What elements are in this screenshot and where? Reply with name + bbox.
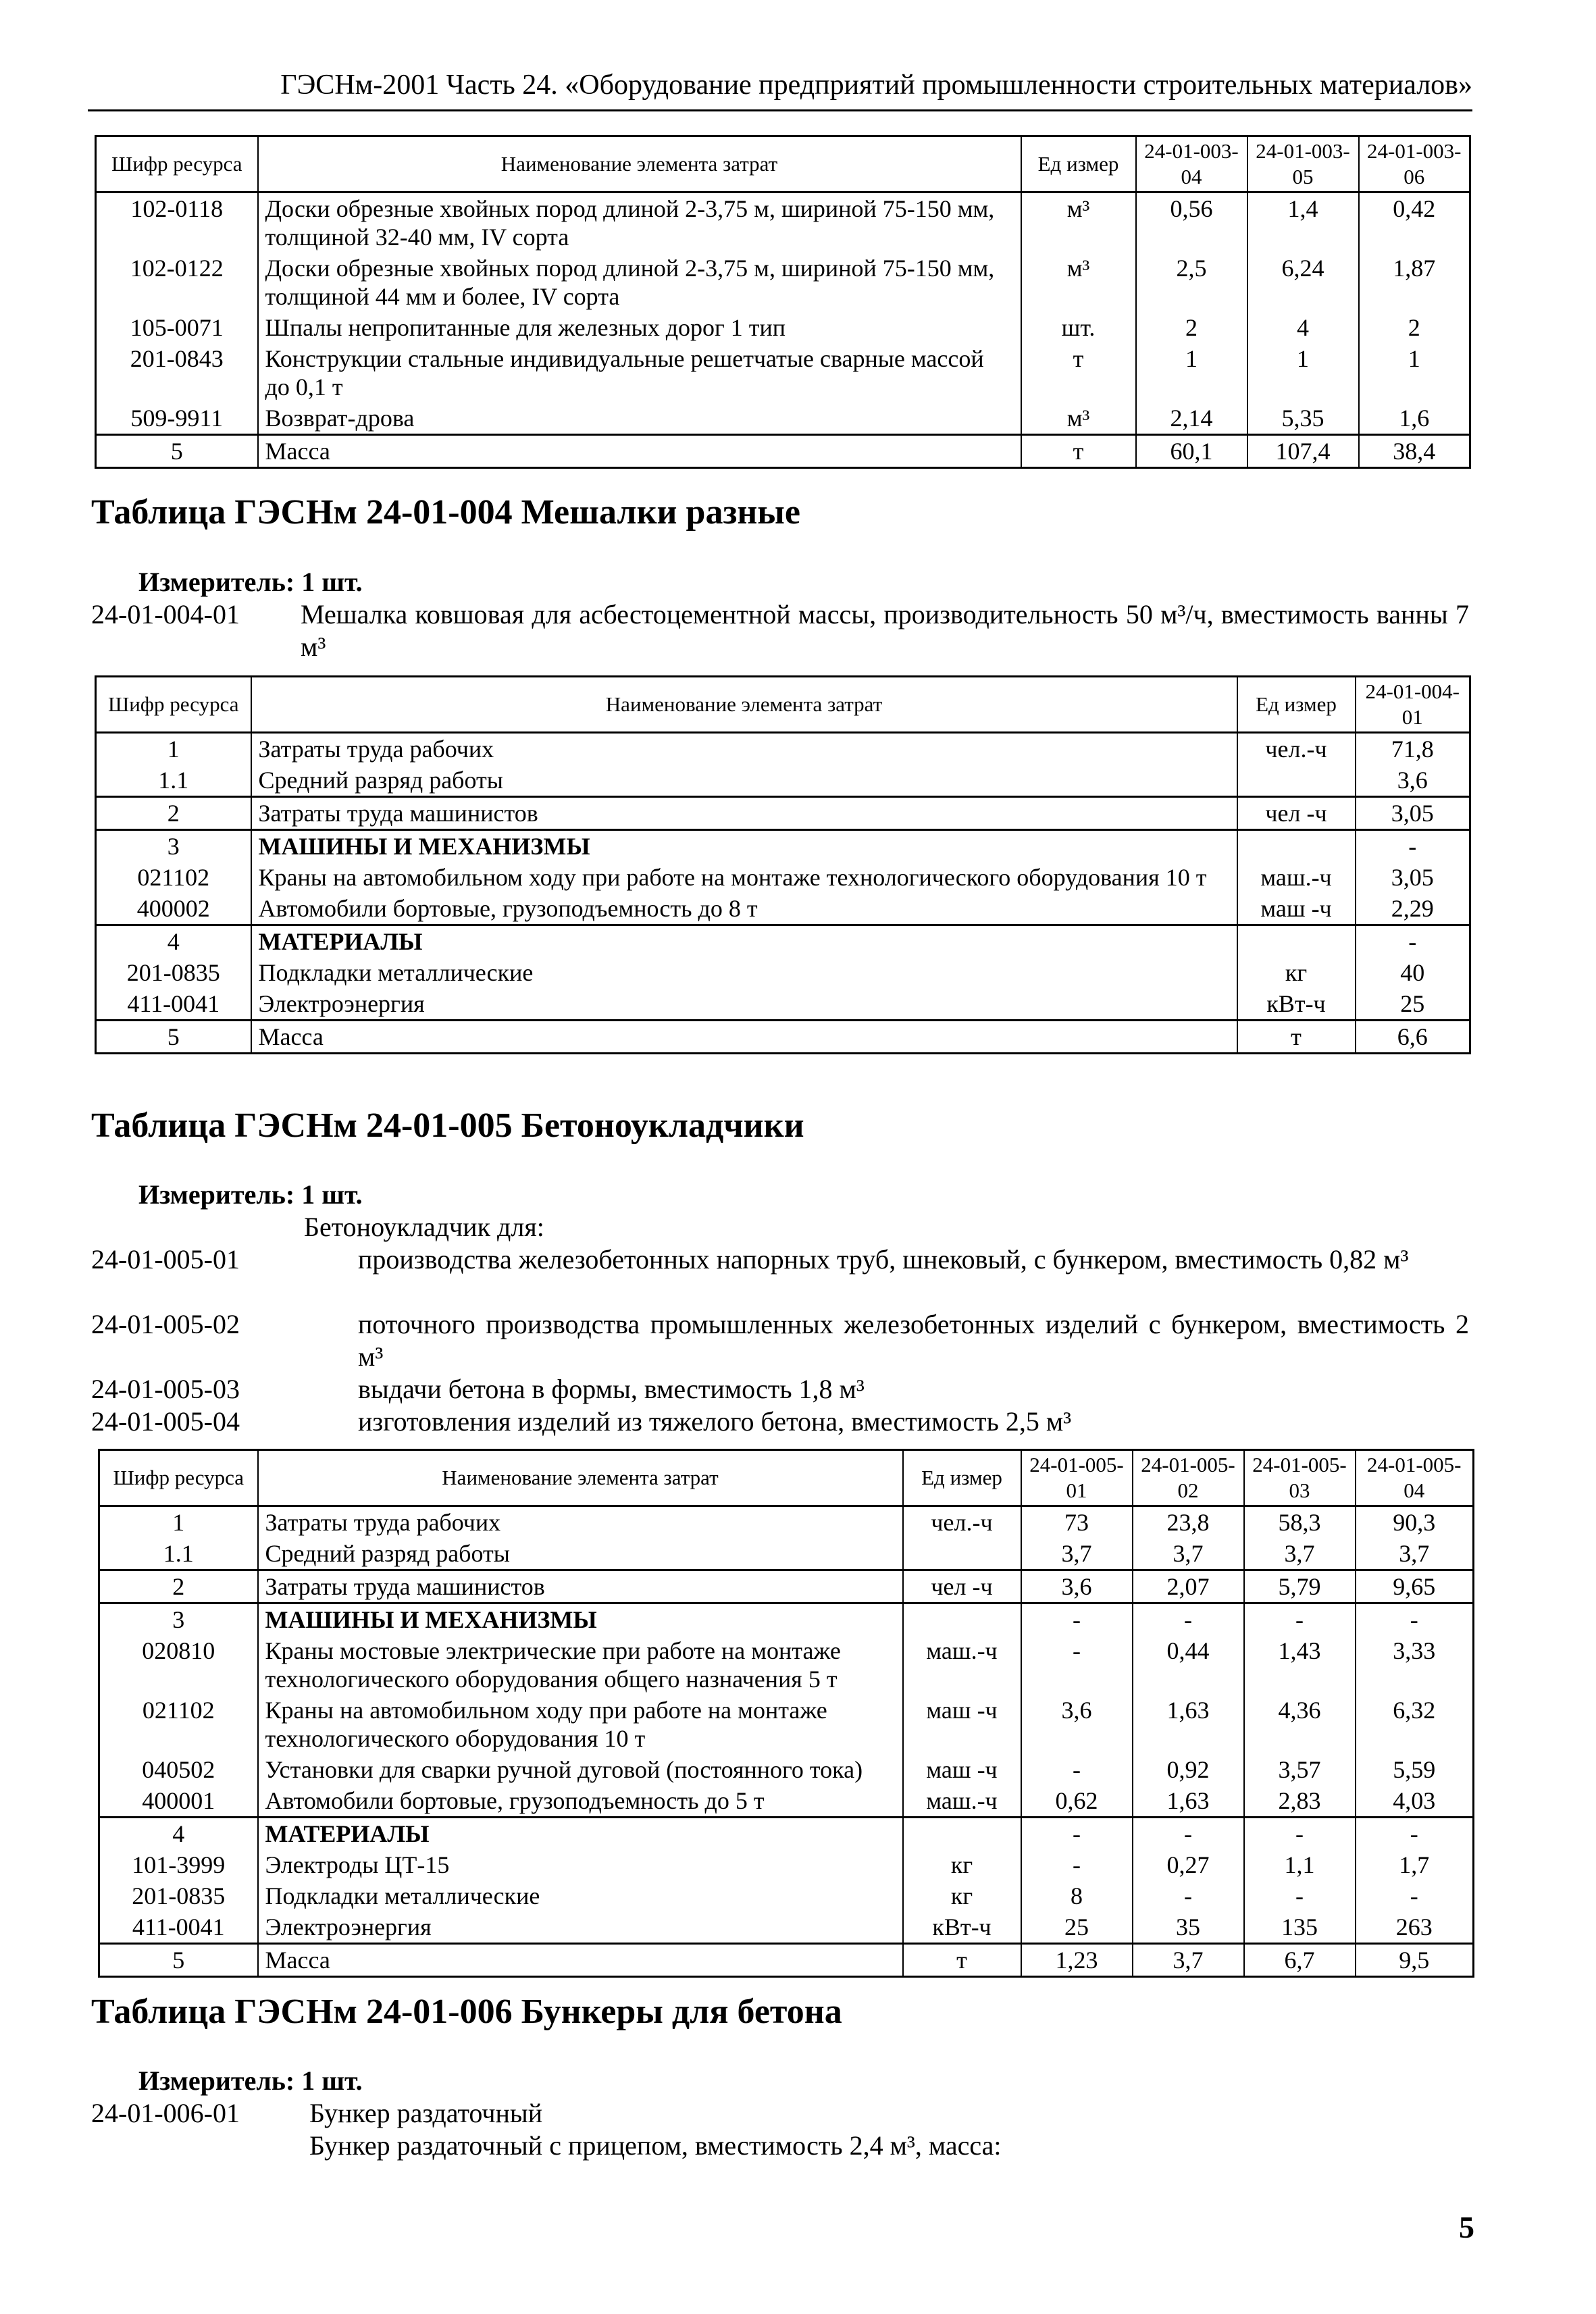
cell-unit: маш -ч (903, 1754, 1021, 1785)
cell-value: 4,36 (1244, 1695, 1356, 1754)
table-row (96, 733, 1470, 765)
cell-value: - (1356, 925, 1470, 958)
cell-name: Масса (258, 435, 1021, 468)
table-row (99, 1849, 1474, 1880)
section-title-006: Таблица ГЭСНм 24-01-006 Бункеры для бетона (91, 1992, 842, 2031)
running-header: ГЭСНм-2001 Часть 24. «Оборудование предприятий промышленности строительных материалов» (280, 70, 1472, 101)
cell-value: 263 (1356, 1911, 1474, 1944)
table-row (99, 1603, 1474, 1636)
table-header-row (99, 1450, 1474, 1506)
cell-value: 135 (1244, 1911, 1356, 1944)
header-norm-code: 24-01-003-04 (1136, 136, 1247, 192)
table-row (99, 1635, 1474, 1695)
cell-unit: т (903, 1944, 1021, 1977)
cell-code: 201-0835 (96, 957, 251, 988)
cell-value: - (1356, 1818, 1474, 1850)
table-row (96, 1021, 1470, 1054)
item-description-005-01: производства железобетонных напорных труб, шнековый, с бункером, вместимость 0,82 м³ (358, 1244, 1409, 1275)
item-title-006-01: Бункер раздаточный (309, 2098, 543, 2128)
header-code: Шифр ресурса (99, 1450, 258, 1506)
cell-value: - (1244, 1880, 1356, 1911)
cell-code: 5 (99, 1944, 258, 1977)
cell-value: 23,8 (1133, 1506, 1244, 1539)
cell-name: Затраты труда рабочих (251, 733, 1237, 765)
cell-name: МАШИНЫ И МЕХАНИЗМЫ (251, 830, 1237, 863)
cell-value: 3,7 (1133, 1538, 1244, 1570)
cell-code: 2 (99, 1570, 258, 1603)
cell-value: 0,27 (1133, 1849, 1244, 1880)
cell-value: 0,56 (1136, 192, 1247, 253)
cell-code: 2 (96, 797, 251, 830)
cell-unit (1237, 765, 1356, 797)
cell-code: 1.1 (96, 765, 251, 797)
cell-value: 38,4 (1359, 435, 1470, 468)
cell-name: Электроэнергия (258, 1911, 903, 1944)
cell-value: 90,3 (1356, 1506, 1474, 1539)
table-row (96, 925, 1470, 958)
cell-name: Подкладки металлические (251, 957, 1237, 988)
cell-code: 3 (96, 830, 251, 863)
cell-name: Краны на автомобильном ходу при работе на монтаже технологического оборудования 10 т (251, 862, 1237, 893)
cell-unit: маш -ч (903, 1695, 1021, 1754)
table-row (96, 765, 1470, 797)
header-norm-code: 24-01-005-02 (1133, 1450, 1244, 1506)
cell-value: 1,23 (1021, 1944, 1133, 1977)
cell-value: 3,05 (1356, 862, 1470, 893)
header-code: Шифр ресурса (96, 677, 251, 733)
cell-name: Автомобили бортовые, грузоподъемность до 8 т (251, 893, 1237, 925)
table-row (96, 343, 1470, 403)
cell-value: 9,5 (1356, 1944, 1474, 1977)
cell-code: 102-0122 (96, 253, 258, 312)
header-norm-code: 24-01-003-05 (1247, 136, 1359, 192)
table-row (99, 1538, 1474, 1570)
cell-value: 1 (1247, 343, 1359, 403)
item-description-005-04: изготовления изделий из тяжелого бетона, вместимость 2,5 м³ (358, 1406, 1072, 1437)
item-code-005-03: 24-01-005-03 (91, 1374, 240, 1404)
cell-value: 4 (1247, 312, 1359, 343)
meter-label-005: Измеритель: 1 шт. (138, 1179, 363, 1210)
header-norm-code: 24-01-005-04 (1356, 1450, 1474, 1506)
page-number: 5 (1459, 2210, 1474, 2244)
cell-code: 1 (99, 1506, 258, 1539)
intro-line-005: Бетоноукладчик для: (304, 1212, 544, 1242)
cell-value: 40 (1356, 957, 1470, 988)
cell-code: 411-0041 (99, 1911, 258, 1944)
cell-value: - (1021, 1603, 1133, 1636)
cell-unit: чел -ч (1237, 797, 1356, 830)
cell-name: Доски обрезные хвойных пород длиной 2-3,75 м, шириной 75-150 мм, толщиной 32-40 мм, IV сорта (258, 192, 1021, 253)
cell-code: 201-0835 (99, 1880, 258, 1911)
table-row (99, 1570, 1474, 1603)
cell-code: 101-3999 (99, 1849, 258, 1880)
cell-code: 411-0041 (96, 988, 251, 1021)
cell-value: 3,33 (1356, 1635, 1474, 1695)
cell-value: 2 (1136, 312, 1247, 343)
resource-table-003 (95, 135, 1471, 469)
table-row (99, 1695, 1474, 1754)
cell-value: 58,3 (1244, 1506, 1356, 1539)
cell-name: Средний разряд работы (251, 765, 1237, 797)
header-norm-code: 24-01-003-06 (1359, 136, 1470, 192)
cell-unit: маш.-ч (903, 1785, 1021, 1818)
cell-code: 1.1 (99, 1538, 258, 1570)
table-row (99, 1911, 1474, 1944)
cell-value: 2,83 (1244, 1785, 1356, 1818)
cell-value: 71,8 (1356, 733, 1470, 765)
cell-value: 3,05 (1356, 797, 1470, 830)
cell-unit: т (1021, 435, 1136, 468)
table-row (99, 1754, 1474, 1785)
cell-code: 3 (99, 1603, 258, 1636)
cell-name: Установки для сварки ручной дуговой (постоянного тока) (258, 1754, 903, 1785)
cell-code: 201-0843 (96, 343, 258, 403)
table-row (96, 830, 1470, 863)
cell-value: 1,87 (1359, 253, 1470, 312)
cell-code: 020810 (99, 1635, 258, 1695)
table-row (96, 797, 1470, 830)
section-title-004: Таблица ГЭСНм 24-01-004 Мешалки разные (91, 493, 800, 532)
cell-value: 9,65 (1356, 1570, 1474, 1603)
cell-value: 1 (1136, 343, 1247, 403)
cell-name: МАТЕРИАЛЫ (258, 1818, 903, 1850)
cell-code: 4 (96, 925, 251, 958)
cell-value: 35 (1133, 1911, 1244, 1944)
table-row (99, 1785, 1474, 1818)
cell-name: Доски обрезные хвойных пород длиной 2-3,75 м, шириной 75-150 мм, толщиной 44 мм и более, IV сорта (258, 253, 1021, 312)
cell-value: 3,57 (1244, 1754, 1356, 1785)
cell-code: 102-0118 (96, 192, 258, 253)
cell-value: - (1356, 1603, 1474, 1636)
header-unit: Ед измер (1237, 677, 1356, 733)
cell-value: 3,6 (1021, 1695, 1133, 1754)
cell-value: 1,63 (1133, 1785, 1244, 1818)
cell-name: МАТЕРИАЛЫ (251, 925, 1237, 958)
cell-name: Масса (251, 1021, 1237, 1054)
cell-name: Электроды ЦТ-15 (258, 1849, 903, 1880)
header-rule (88, 109, 1472, 111)
cell-value: 2,29 (1356, 893, 1470, 925)
cell-value: 6,7 (1244, 1944, 1356, 1977)
item-code-005-02: 24-01-005-02 (91, 1309, 240, 1339)
cell-name: Затраты труда машинистов (251, 797, 1237, 830)
header-code: Шифр ресурса (96, 136, 258, 192)
cell-unit: кг (1237, 957, 1356, 988)
cell-value: 0,92 (1133, 1754, 1244, 1785)
item-description-005-03: выдачи бетона в формы, вместимость 1,8 м³ (358, 1374, 865, 1404)
cell-value: - (1244, 1818, 1356, 1850)
table-row (96, 253, 1470, 312)
cell-value: 6,32 (1356, 1695, 1474, 1754)
header-norm-code: 24-01-004-01 (1356, 677, 1470, 733)
cell-unit: маш.-ч (903, 1635, 1021, 1695)
cell-value: 1,4 (1247, 192, 1359, 253)
cell-value: - (1244, 1603, 1356, 1636)
cell-value: - (1021, 1754, 1133, 1785)
header-unit: Ед измер (1021, 136, 1136, 192)
header-norm-code: 24-01-005-01 (1021, 1450, 1133, 1506)
cell-name: Подкладки металлические (258, 1880, 903, 1911)
cell-code: 4 (99, 1818, 258, 1850)
cell-name: Конструкции стальные индивидуальные решетчатые сварные массой до 0,1 т (258, 343, 1021, 403)
cell-value: 3,7 (1244, 1538, 1356, 1570)
header-norm-code: 24-01-005-03 (1244, 1450, 1356, 1506)
cell-unit (903, 1818, 1021, 1850)
header-unit: Ед измер (903, 1450, 1021, 1506)
item-code-005-01: 24-01-005-01 (91, 1244, 240, 1275)
cell-value: 3,6 (1356, 765, 1470, 797)
cell-unit: кВт-ч (903, 1911, 1021, 1944)
table-row (99, 1506, 1474, 1539)
cell-name: Автомобили бортовые, грузоподъемность до 5 т (258, 1785, 903, 1818)
cell-value: 25 (1356, 988, 1470, 1021)
cell-unit: кг (903, 1849, 1021, 1880)
cell-value: 1,7 (1356, 1849, 1474, 1880)
cell-value: 0,44 (1133, 1635, 1244, 1695)
table-header-row (96, 136, 1470, 192)
resource-table-005 (98, 1449, 1474, 1978)
cell-value: - (1133, 1818, 1244, 1850)
cell-name: Шпалы непропитанные для железных дорог 1 тип (258, 312, 1021, 343)
cell-value: 2,07 (1133, 1570, 1244, 1603)
cell-unit: м³ (1021, 403, 1136, 435)
cell-value: 3,7 (1356, 1538, 1474, 1570)
header-name: Наименование элемента затрат (258, 1450, 903, 1506)
cell-code: 105-0071 (96, 312, 258, 343)
cell-value: 1,6 (1359, 403, 1470, 435)
cell-unit: м³ (1021, 253, 1136, 312)
cell-value: 5,79 (1244, 1570, 1356, 1603)
cell-value: 2,14 (1136, 403, 1247, 435)
cell-code: 1 (96, 733, 251, 765)
cell-value: 6,6 (1356, 1021, 1470, 1054)
cell-name: Электроэнергия (251, 988, 1237, 1021)
meter-label-006: Измеритель: 1 шт. (138, 2065, 363, 2096)
item-description-004-01: Мешалка ковшовая для асбестоцементной массы, производительность 50 м³/ч, вместимость ванны 7 м³ (301, 599, 1469, 662)
cell-value: 5,59 (1356, 1754, 1474, 1785)
cell-unit (903, 1538, 1021, 1570)
cell-code: 040502 (99, 1754, 258, 1785)
cell-value: - (1021, 1635, 1133, 1695)
cell-unit (1237, 830, 1356, 863)
table-header-row (96, 677, 1470, 733)
cell-unit (1237, 925, 1356, 958)
cell-value: 3,6 (1021, 1570, 1133, 1603)
cell-value: - (1133, 1880, 1244, 1911)
cell-value: 6,24 (1247, 253, 1359, 312)
table-row (96, 862, 1470, 893)
cell-unit: м³ (1021, 192, 1136, 253)
item-code-005-04: 24-01-005-04 (91, 1406, 240, 1437)
cell-name: Затраты труда рабочих (258, 1506, 903, 1539)
cell-name: Средний разряд работы (258, 1538, 903, 1570)
cell-value: - (1356, 830, 1470, 863)
cell-unit: кг (903, 1880, 1021, 1911)
cell-unit: чел -ч (903, 1570, 1021, 1603)
table-row (96, 893, 1470, 925)
cell-value: - (1021, 1849, 1133, 1880)
cell-value: 3,7 (1021, 1538, 1133, 1570)
table-row (96, 435, 1470, 468)
cell-unit: маш.-ч (1237, 862, 1356, 893)
cell-name: Краны мостовые электрические при работе на монтаже технологического оборудования общего назначения 5 т (258, 1635, 903, 1695)
cell-value: 3,7 (1133, 1944, 1244, 1977)
table-row (96, 988, 1470, 1021)
cell-name: Краны на автомобильном ходу при работе на монтаже технологического оборудования 10 т (258, 1695, 903, 1754)
cell-code: 5 (96, 435, 258, 468)
cell-code: 5 (96, 1021, 251, 1054)
cell-value: 4,03 (1356, 1785, 1474, 1818)
cell-value: 73 (1021, 1506, 1133, 1539)
cell-value: 2 (1359, 312, 1470, 343)
cell-value: 1,1 (1244, 1849, 1356, 1880)
cell-unit (903, 1603, 1021, 1636)
cell-value: - (1356, 1880, 1474, 1911)
cell-unit: маш -ч (1237, 893, 1356, 925)
cell-unit: кВт-ч (1237, 988, 1356, 1021)
table-row (99, 1880, 1474, 1911)
table-row (96, 957, 1470, 988)
cell-code: 021102 (99, 1695, 258, 1754)
cell-value: 1 (1359, 343, 1470, 403)
cell-unit: чел.-ч (1237, 733, 1356, 765)
header-name: Наименование элемента затрат (258, 136, 1021, 192)
cell-code: 509-9911 (96, 403, 258, 435)
cell-code: 400002 (96, 893, 251, 925)
cell-name: Масса (258, 1944, 903, 1977)
cell-unit: т (1021, 343, 1136, 403)
cell-unit: чел.-ч (903, 1506, 1021, 1539)
header-name: Наименование элемента затрат (251, 677, 1237, 733)
item-description-005-02: поточного производства промышленных железобетонных изделий с бункером, вместимость 2 м³ (358, 1309, 1469, 1372)
cell-value: 5,35 (1247, 403, 1359, 435)
cell-value: 2,5 (1136, 253, 1247, 312)
cell-value: - (1021, 1818, 1133, 1850)
cell-code: 021102 (96, 862, 251, 893)
cell-value: 0,62 (1021, 1785, 1133, 1818)
cell-name: Затраты труда машинистов (258, 1570, 903, 1603)
cell-unit: шт. (1021, 312, 1136, 343)
cell-value: 0,42 (1359, 192, 1470, 253)
item-code-006-01: 24-01-006-01 (91, 2098, 240, 2128)
cell-value: 1,43 (1244, 1635, 1356, 1695)
cell-value: 60,1 (1136, 435, 1247, 468)
resource-table-004 (95, 675, 1471, 1054)
cell-unit: т (1237, 1021, 1356, 1054)
cell-name: Возврат-дрова (258, 403, 1021, 435)
cell-value: 8 (1021, 1880, 1133, 1911)
table-row (96, 192, 1470, 253)
cell-value: - (1133, 1603, 1244, 1636)
item-code-004-01: 24-01-004-01 (91, 599, 240, 629)
cell-value: 1,63 (1133, 1695, 1244, 1754)
table-row (96, 403, 1470, 435)
cell-code: 400001 (99, 1785, 258, 1818)
table-row (96, 312, 1470, 343)
table-row (99, 1944, 1474, 1977)
cell-value: 107,4 (1247, 435, 1359, 468)
section-title-005: Таблица ГЭСНм 24-01-005 Бетоноукладчики (91, 1106, 804, 1145)
item-description-006-01: Бункер раздаточный с прицепом, вместимость 2,4 м³, масса: (309, 2130, 1002, 2161)
cell-name: МАШИНЫ И МЕХАНИЗМЫ (258, 1603, 903, 1636)
meter-label-004: Измеритель: 1 шт. (138, 567, 363, 597)
cell-value: 25 (1021, 1911, 1133, 1944)
table-row (99, 1818, 1474, 1850)
